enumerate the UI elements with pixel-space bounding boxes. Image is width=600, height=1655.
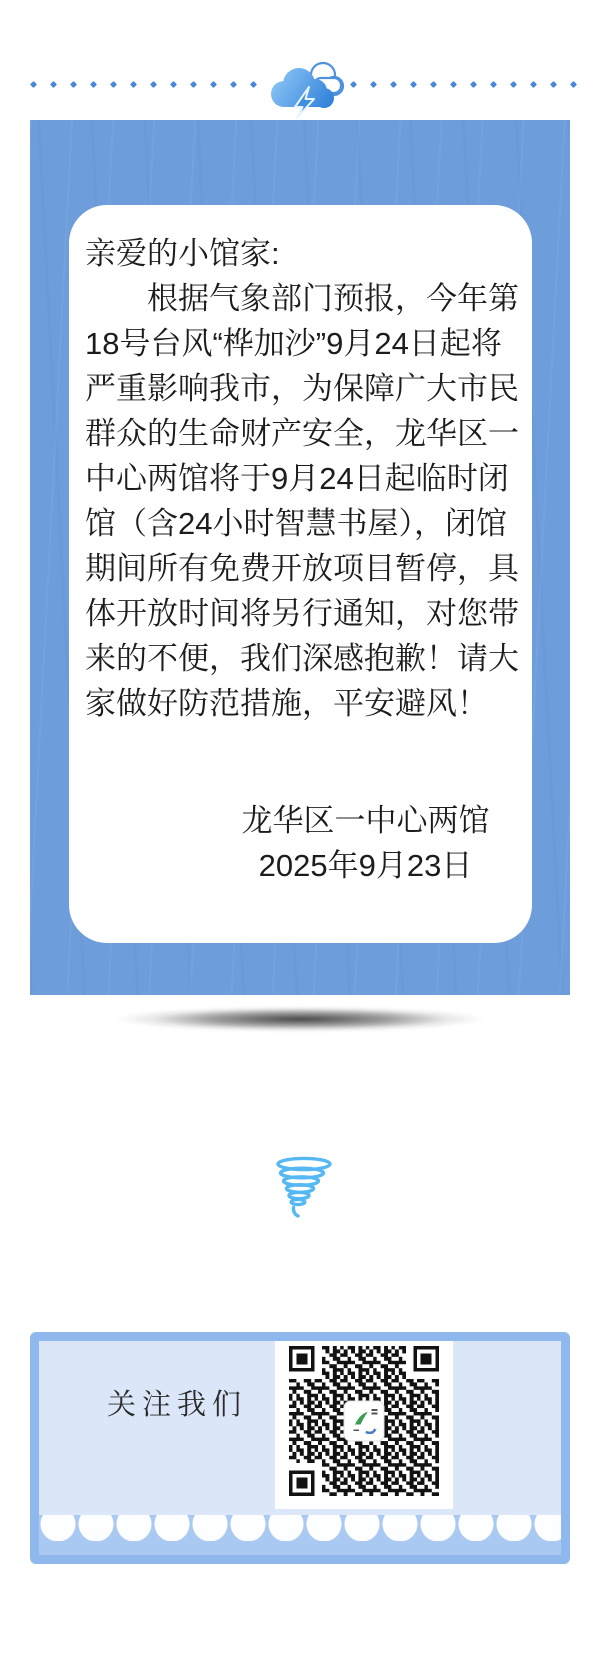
notice-line: 18号台风“桦加沙”9月24日起将 bbox=[85, 326, 502, 361]
card-drop-shadow bbox=[63, 1004, 537, 1040]
notice-signature: 龙华区一中心两馆 bbox=[241, 803, 490, 838]
notice-line: 严重影响我市，为保障广大市民 bbox=[85, 371, 519, 406]
footer-card bbox=[30, 1332, 570, 1564]
tornado-icon bbox=[272, 1156, 336, 1227]
notice-line: 馆（含24小时智慧书屋），闭馆 bbox=[85, 506, 507, 541]
dotted-divider-left bbox=[31, 82, 256, 87]
qr-center-logo bbox=[344, 1401, 384, 1441]
notice-line: 家做好防范措施，平安避风！ bbox=[85, 686, 488, 721]
notice-date: 2025年9月23日 bbox=[258, 848, 473, 883]
wechat-qr-code bbox=[289, 1346, 439, 1496]
notice-line: 根据气象部门预报，今年第 bbox=[147, 281, 519, 316]
wave-decoration bbox=[39, 1515, 561, 1555]
notice-line: 群众的生命财产安全，龙华区一 bbox=[85, 416, 519, 451]
storm-cloud-lightning-icon bbox=[264, 54, 350, 125]
notice-card bbox=[30, 120, 570, 995]
notice-line: 中心两馆将于9月24日起临时闭 bbox=[85, 461, 509, 496]
dotted-divider-right bbox=[351, 82, 576, 87]
notice-body bbox=[85, 231, 519, 888]
notice-line: 期间所有免费开放项目暂停，具 bbox=[85, 551, 519, 586]
notice-line: 来的不便，我们深感抱歉！请大 bbox=[85, 641, 519, 676]
notice-line: 体开放时间将另行通知，对您带 bbox=[85, 596, 519, 631]
qr-code-panel bbox=[275, 1341, 453, 1509]
follow-us-label: 关注我们 bbox=[106, 1389, 247, 1421]
notice-paper bbox=[69, 205, 532, 943]
notice-signature-block bbox=[215, 798, 516, 888]
notice-salutation: 亲爱的小馆家: bbox=[85, 236, 280, 271]
